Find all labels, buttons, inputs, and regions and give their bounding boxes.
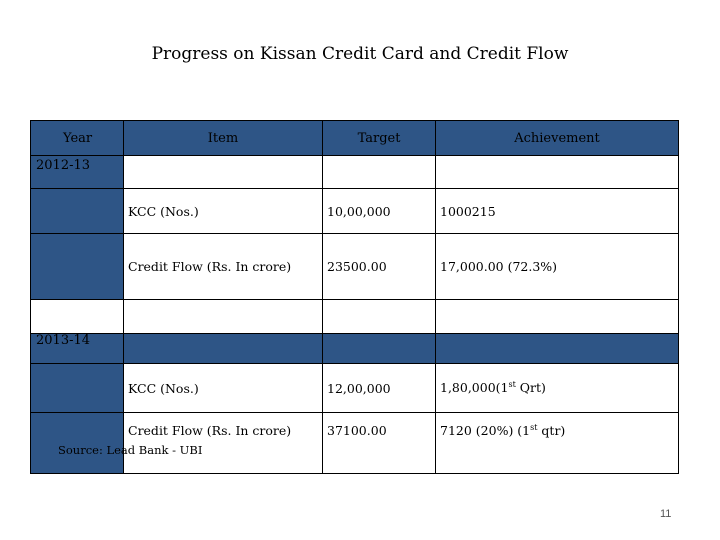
achievement-cell: 17,000.00 (72.3%) [436,234,679,300]
kcc-progress-table [30,120,679,474]
year-band-row [31,156,679,189]
table-row [31,189,679,234]
achievement-cell: 1000215 [436,189,679,234]
item-cell: Credit Flow (Rs. In crore) [124,234,323,300]
target-cell: 37100.00 [323,413,436,474]
header-achievement: Achievement [436,121,679,156]
item-cell: KCC (Nos.) [124,189,323,234]
source-note: Source: Lead Bank - UBI [58,443,203,457]
target-cell: 12,00,000 [323,364,436,413]
target-cell: 10,00,000 [323,189,436,234]
header-target: Target [323,121,436,156]
item-cell: KCC (Nos.) [124,364,323,413]
page-number: 11 [660,508,672,520]
slide-title: Progress on Kissan Credit Card and Credit Flow [151,44,569,64]
table-row [31,234,679,300]
achievement-cell: 1,80,000(1st Qrt) [436,364,679,413]
target-cell: 23500.00 [323,234,436,300]
achievement-cell: 7120 (20%) (1st qtr) [436,413,679,474]
spacer-row [31,300,679,334]
header-year: Year [31,121,124,156]
header-item: Item [124,121,323,156]
item-cell: Credit Flow (Rs. In crore) [124,413,323,474]
table-row [31,364,679,413]
header-row [31,121,679,156]
year-label-2013: 2013-14 [36,333,91,348]
year-band-row [31,334,679,364]
year-label-2012: 2012-13 [36,158,91,173]
